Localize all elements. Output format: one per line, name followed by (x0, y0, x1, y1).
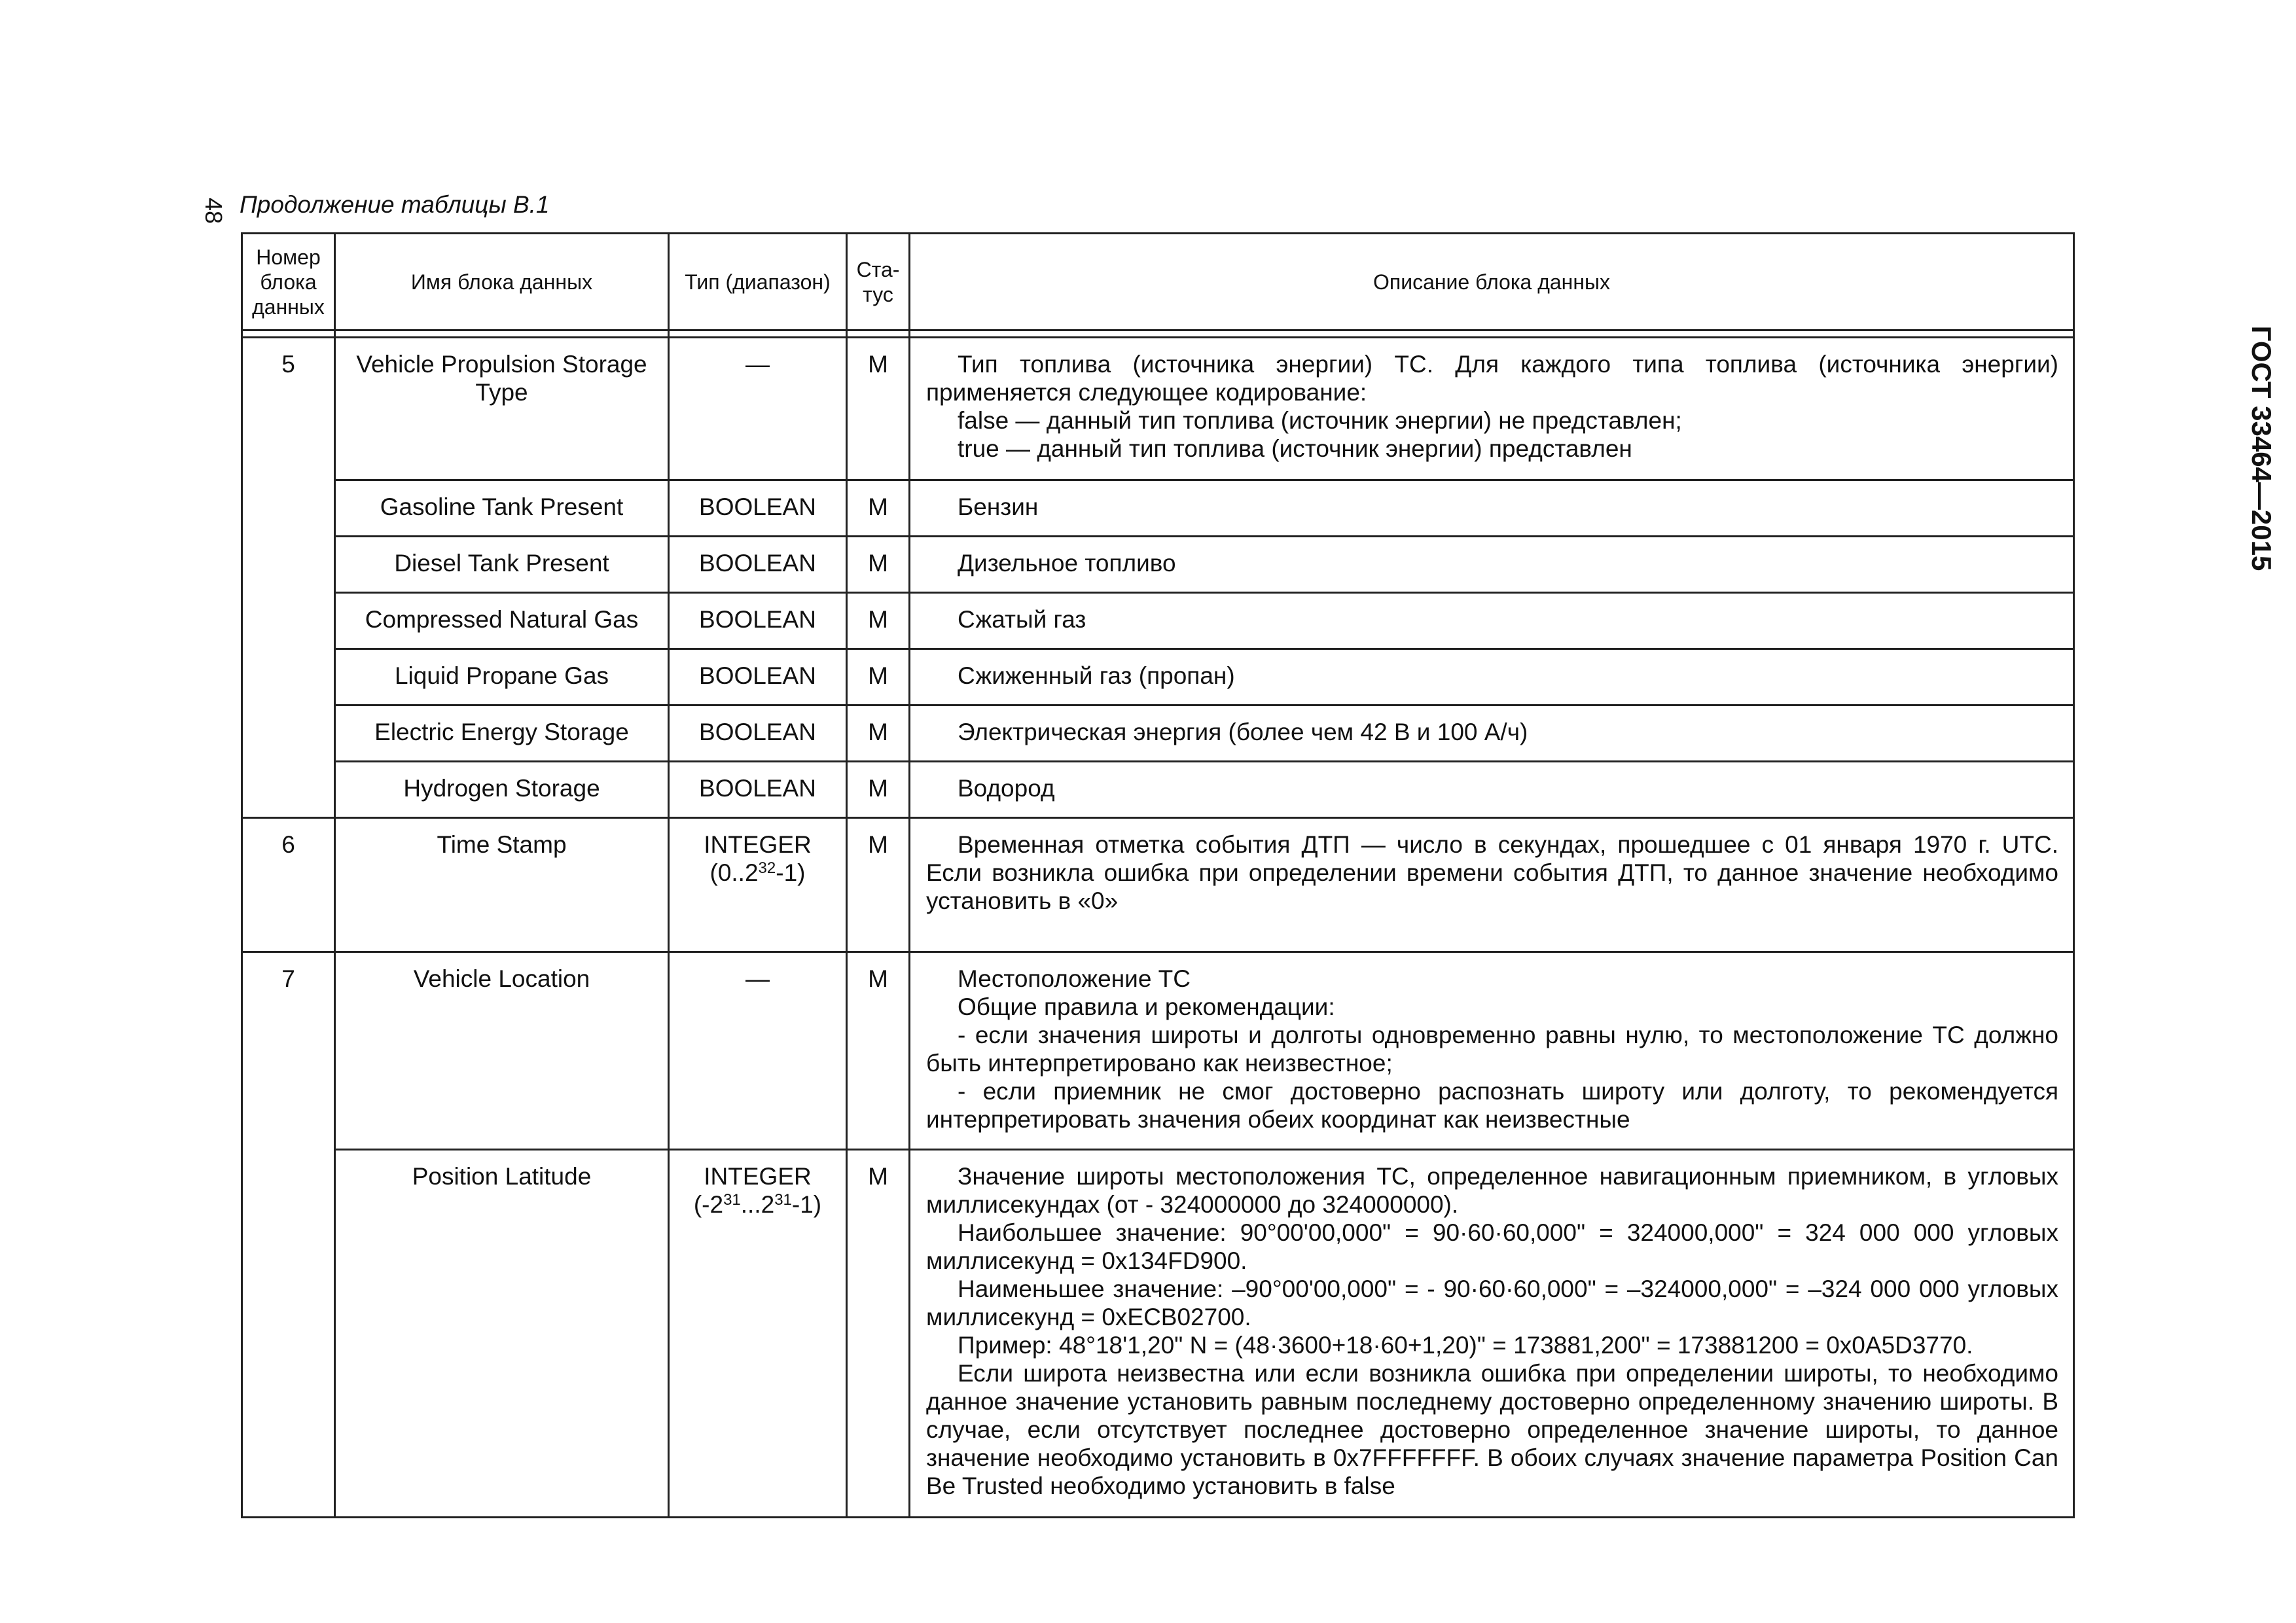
block-type: BOOLEAN (669, 705, 847, 762)
table-caption: Продолжение таблицы В.1 (240, 191, 550, 218)
block-type: BOOLEAN (669, 480, 847, 537)
table-row (242, 952, 2074, 1150)
block-description: Сжатый газ (910, 593, 2074, 649)
block-name: Compressed Natural Gas (335, 593, 669, 649)
header-description: Описание блока данных (910, 234, 2074, 330)
block-name: Vehicle Location (335, 952, 669, 1150)
block-type: — (669, 338, 847, 480)
block-number: 5 (242, 338, 335, 818)
block-type: BOOLEAN (669, 649, 847, 705)
block-description: Водород (910, 762, 2074, 818)
header-type: Тип (диапазон) (669, 234, 847, 330)
block-name: Gasoline Tank Present (335, 480, 669, 537)
table-row (242, 338, 2074, 480)
block-number: 7 (242, 952, 335, 1518)
table-row (242, 537, 2074, 593)
block-description: Бензин (910, 480, 2074, 537)
block-description: Дизельное топливо (910, 537, 2074, 593)
block-status: M (847, 593, 910, 649)
table-row (242, 1150, 2074, 1518)
block-status: M (847, 338, 910, 480)
block-description: Электрическая энергия (более чем 42 В и 100 А/ч) (910, 705, 2074, 762)
header-number: Номер блока данных (242, 234, 335, 330)
header-separator (242, 330, 2074, 338)
table-row (242, 480, 2074, 537)
table-row (242, 762, 2074, 818)
block-name: Hydrogen Storage (335, 762, 669, 818)
block-type: — (669, 952, 847, 1150)
block-status: M (847, 1150, 910, 1518)
table-row (242, 649, 2074, 705)
block-name: Liquid Propane Gas (335, 649, 669, 705)
block-type: BOOLEAN (669, 593, 847, 649)
header-status: Ста-тус (847, 234, 910, 330)
block-status: M (847, 762, 910, 818)
block-status: M (847, 818, 910, 952)
block-name: Time Stamp (335, 818, 669, 952)
block-name: Position Latitude (335, 1150, 669, 1518)
table-header-row (242, 234, 2074, 330)
block-status: M (847, 705, 910, 762)
block-name: Electric Energy Storage (335, 705, 669, 762)
block-type: BOOLEAN (669, 537, 847, 593)
block-number: 6 (242, 818, 335, 952)
page-number: 48 (200, 197, 227, 224)
block-name: Vehicle Propulsion Storage Type (335, 338, 669, 480)
table-row (242, 593, 2074, 649)
block-type: INTEGER (0..2$^{32}$-1) (669, 818, 847, 952)
block-description: Временная отметка события ДТП — число в секундах, прошедшее с 01 января 1970 г. UTC. Если возникла ошибка при определении времени события ДТП, то данное значение необходимо установить в «0» (910, 818, 2074, 952)
standard-code: ГОСТ 33464—2015 (2246, 325, 2277, 571)
header-name: Имя блока данных (335, 234, 669, 330)
data-blocks-table (241, 232, 2075, 1518)
block-type: INTEGER $(-2^{31}...2^{31}-1)$ (669, 1150, 847, 1518)
block-status: M (847, 480, 910, 537)
block-description: Тип топлива (источника энергии) ТС. Для каждого типа топлива (источника энергии) применяется следующее кодирование: false — данный тип топлива (источник энергии) не представлен; true — данный тип топлива (источник энергии) представлен (910, 338, 2074, 480)
table-row (242, 705, 2074, 762)
block-type: BOOLEAN (669, 762, 847, 818)
block-status: M (847, 649, 910, 705)
block-description: Сжиженный газ (пропан) (910, 649, 2074, 705)
block-description: Значение широты местоположения ТС, определенное навигационным приемником, в угловых миллисекундах (от - 324000000 до 324000000). Наибольшее значение: 90°00'00,000" = 90·60·60,000" = 324000,000" = 324 000 000 угловых миллисекунд = 0x134FD900. Наименьшее значение: –90°00'00,000" = - 90·60·60,000" = –324000,000" = –324 000 000 угловых миллисекунд = 0xECB02700. Пример: 48°18'1,20" N = (48·3600+18·60+1,20)" = 173881,200" = 173881200 = 0x0A5D3770. Если широта неизвестна или если возникла ошибка при определении широты, то необходимо данное значение установить равным последнему достоверно определенному значению широты. В случае, если отсутствует последнее достоверно определенное значение широты, то данное значение необходимо установить в 0x7FFFFFFF. В обоих случаях значение параметра Position Can Be Trusted необходимо установить в false (910, 1150, 2074, 1518)
block-description: Местоположение ТС Общие правила и рекомендации: - если значения широты и долготы одновременно равны нулю, то местоположение ТС должно быть интерпретировано как неизвестное; - если приемник не смог достоверно распознать широту или долготу, то рекомендуется интерпретировать значения обеих координат как неизвестные (910, 952, 2074, 1150)
table-row (242, 818, 2074, 952)
block-status: M (847, 537, 910, 593)
block-name: Diesel Tank Present (335, 537, 669, 593)
block-status: M (847, 952, 910, 1150)
